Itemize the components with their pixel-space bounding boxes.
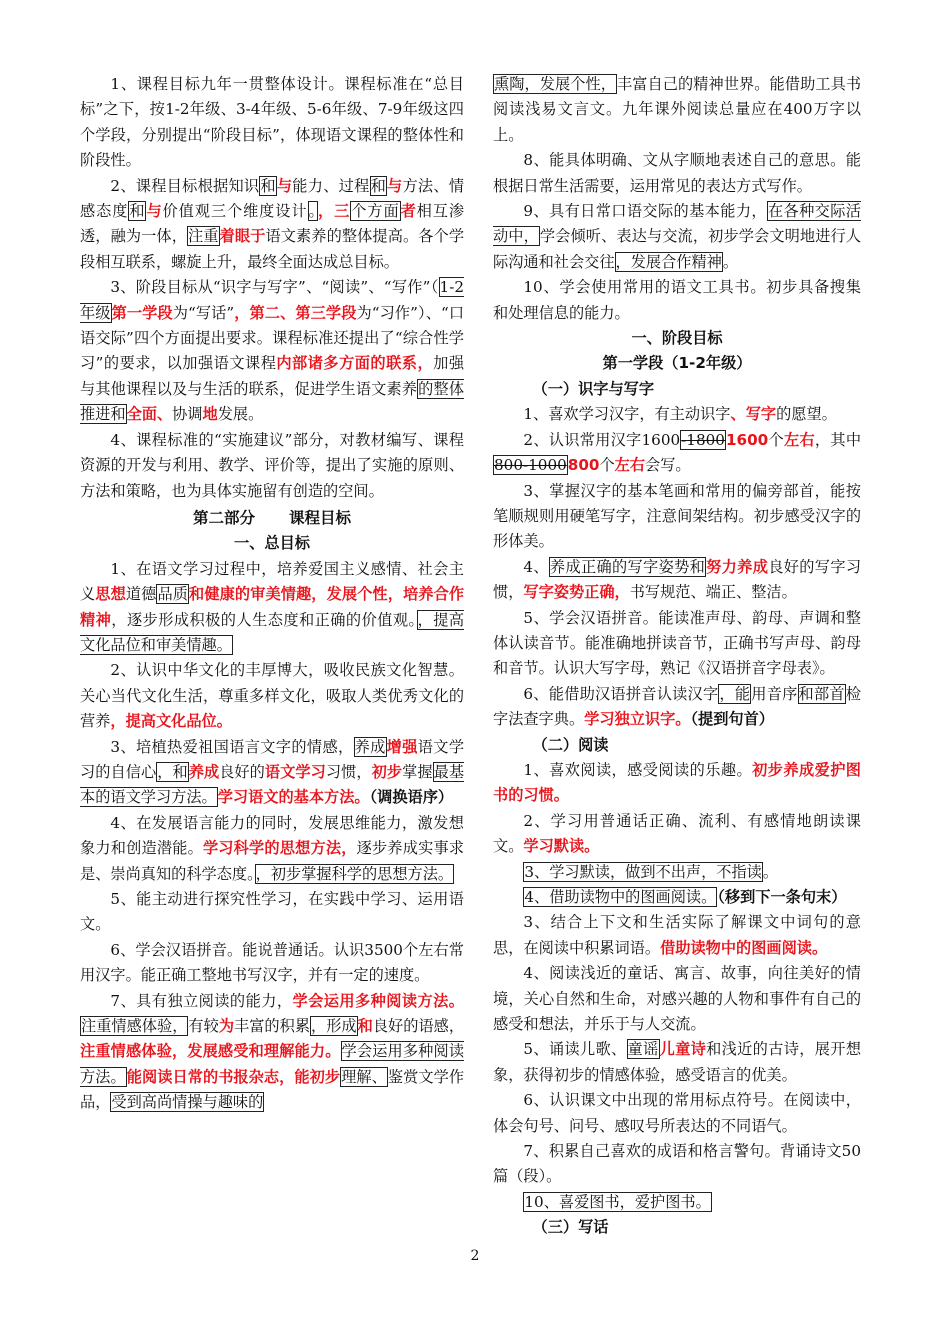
goal-6: 6、学会汉语拼音。能说普通话。认识3500个左右常用汉字。能正确工整地书写汉字，并有一定的速度。	[80, 940, 464, 985]
left-p4: 4、课程标准的“实施建议”部分，对教材编写、课程资源的开发与利用、教学、评价等，提出了实施的原则、方法和策略，也为具体实施留有创造的空间。	[80, 430, 464, 500]
boxed-text: 养成	[354, 737, 386, 756]
boxed-text: 童谣	[627, 1040, 659, 1059]
boxed-text: 注重情感体验，	[81, 1017, 188, 1036]
goal-9: 9、具有日常口语交际的基本能力，在各种交际活动中，学会倾听、表达与交流，初步学会文明地进行人际沟通和社会交往，发展合作精神。	[493, 202, 862, 271]
boxed-text: 的整体推进和	[80, 379, 465, 424]
stage-goal-heading: 一、阶段目标	[631, 329, 723, 348]
reading-3: 3、学习默读，做到不出声，不指读。	[524, 862, 779, 881]
left-column	[80, 72, 464, 1116]
boxed-text: 熏陶，发展个性，	[494, 75, 617, 93]
page-number: 2	[470, 1248, 480, 1264]
boxed-text: ，初步掌握科学的思想方法。	[255, 864, 454, 883]
boxed-text: 注重	[188, 227, 219, 246]
literacy-3: 3、掌握汉字的基本笔画和常用的偏旁部首，能按笔顺规则用硬笔写字，注意间架结构。初步感受汉字的形体美。	[493, 481, 861, 551]
reading-10	[493, 1190, 861, 1215]
literacy-2: 2、认识常用汉字1600-18001600个左右，其中800-1000800个左右会写。	[494, 430, 862, 475]
boxed-text: 10、喜爱图书，爱护图书。	[524, 1192, 711, 1211]
literacy-heading: （一）识字与写字	[532, 379, 655, 398]
boxed-text: 4、借助读物中的图画阅读。	[524, 888, 717, 906]
literacy-4: 4、养成正确的写字姿势和努力养成良好的写字习惯，写字姿势正确，书写规范、端正、整洁。	[493, 557, 862, 602]
boxed-text: 。	[308, 202, 318, 221]
boxed-text: ，提高文化品位和审美情趣。	[80, 610, 465, 654]
boxed-text: 品质	[157, 585, 189, 604]
boxed-text: ，能	[719, 684, 751, 703]
goal-4: 4、在发展语言能力的同时，发展思维能力，激发想象力和创造潜能。学习科学的思想方法，逐步养成实事求是、崇尚真知的科学态度。，初步掌握科学的思想方法。	[80, 813, 464, 883]
left-p3: 3、阶段目标从“识字与写字”、“阅读”、“写作”（1-2年级第一学段为“写话”，第二、第三学段为“习作”）、“口语交际”四个方面提出要求。课程标准还提出了“综合性学习”的要求，以加强语文课程内部诸多方面的联系，加强与其他课程以及与生活的联系，促进学生语文素养的整体推进和全面、协调地发展。	[80, 278, 465, 424]
goal-8: 8、能具体明确、文从字顺地表述自己的意思。能根据日常生活需要，运用常见的表达方式写作。	[493, 151, 861, 195]
boxed-text: 最基本的语文学习方法。	[80, 762, 465, 807]
literacy-1: 1、喜欢学习汉字，有主动识字、写字的愿望。	[523, 405, 837, 424]
goal-2: 2、认识中华文化的丰厚博大，吸收民族文化智慧。关心当代文化生活，尊重多样文化，吸取人类优秀文化的营养，提高文化品位。	[80, 661, 464, 731]
reading-7: 5、诵读儿歌、童谣儿童诗和浅近的古诗，展开想象，获得初步的情感体验，感受语言的优美。	[493, 1040, 862, 1084]
boxed-text: 800-1000	[494, 456, 567, 475]
boxed-text: ，发展合作精神	[615, 252, 722, 271]
boxed-text: 受到高尚情操与趣味的	[111, 1093, 264, 1112]
boxed-text: 3、学习默读，做到不出声，不指读	[524, 862, 762, 881]
reading-9: 7、积累自己喜欢的成语和格言警句。背诵诗文50篇（段）。	[493, 1142, 861, 1186]
reading-2: 2、学习用普通话正确、流利、有感情地朗读课文。学习默读。	[493, 811, 861, 856]
goal-1: 1、在语文学习过程中，培养爱国主义感情、社会主义思想道德品质和健康的审美情趣，发展个性，培养合作精神，逐步形成积极的人生态度和正确的价值观。，提高文化品位和审美情趣。	[80, 559, 465, 654]
left-p1: 1、课程目标九年一贯整体设计。课程标准在“总目标”之下，按1-2年级、3-4年级、5-6年级、7-9年级这四个学段，分别提出“阶段目标”，体现语文课程的整体性和阶段性。	[80, 75, 464, 170]
left-p2: 2、课程目标根据知识和与能力、过程和与方法、情感态度和与价值观三个维度设计。，三个方面者相互渗透，融为一体，注重着眼于语文素养的整体提高。各个学段相互联系，螺旋上升，最终全面达成总目标。	[80, 176, 465, 271]
boxed-text: -1800	[681, 430, 725, 449]
goal-7-continued: 熏陶，发展个性，丰富自己的精神世界。能借助工具书阅读浅易文言文。九年课外阅读总量应在400万字以上。	[493, 75, 862, 144]
boxed-text: 和部首	[798, 684, 845, 703]
stage-one-heading: 第一学段（1-2年级）	[602, 354, 752, 373]
boxed-text: 和	[129, 202, 146, 221]
reading-heading: （二）阅读	[532, 735, 609, 754]
literacy-6: 6、能借助汉语拼音认读汉字，能用音序和部首检字法查字典。学习独立识字。（提到句首）	[493, 684, 862, 729]
reading-1: 1、喜欢阅读，感受阅读的乐趣。初步养成爱护图书的习惯。	[493, 760, 861, 805]
boxed-text: 和	[260, 176, 276, 195]
reading-6: 4、阅读浅近的童话、寓言、故事，向往美好的情境，关心自然和生命，对感兴趣的人物和事件有自己的感受和想法，并乐于与人交流。	[493, 964, 861, 1034]
goal-5: 5、能主动进行探究性学习，在实践中学习、运用语文。	[80, 890, 464, 934]
goal-7: 7、具有独立阅读的能力，学会运用多种阅读方法。注重情感体验，有较为丰富的积累，形成和良好的语感，注重情感体验，发展感受和理解能力。学会运用多种阅读方法。能阅读日常的书报杂志，能初步理解、鉴赏文学作品，受到高尚情操与趣味的	[80, 991, 465, 1112]
goal-10: 10、学会使用常用的语文工具书。初步具备搜集和处理信息的能力。	[493, 278, 861, 322]
part-two-heading: 第二部分 课程目标	[192, 508, 352, 527]
boxed-text: ，形成	[311, 1017, 357, 1036]
boxed-text: 理解、	[341, 1067, 387, 1086]
boxed-text: 个方面	[351, 202, 400, 221]
writing-heading: （三）写话	[532, 1218, 609, 1237]
boxed-text: ，和	[157, 762, 188, 781]
overall-goal-heading: 一、总目标	[234, 534, 310, 553]
boxed-text: 1-2年级	[80, 278, 464, 322]
literacy-5: 5、学会汉语拼音。能读准声母、韵母、声调和整体认读音节。能准确地拼读音节，正确书写声母、韵母和音节。认识大写字母，熟记《汉语拼音字母表》。	[493, 608, 861, 678]
reading-4: 4、借助读物中的图画阅读。（移到下一条句末）	[524, 888, 847, 906]
boxed-text: 养成正确的写字姿势和	[549, 557, 706, 576]
reading-8: 6、认识课文中出现的常用标点符号。在阅读中，体会句号、问号、感叹号所表达的不同语气。	[493, 1091, 861, 1135]
right-column	[493, 72, 861, 1241]
boxed-text: 和	[370, 176, 387, 195]
boxed-text: 学会运用多种阅读方法。	[80, 1042, 465, 1086]
reading-5: 3、结合上下文和生活实际了解课文中词句的意思，在阅读中积累词语。借助读物中的图画阅读。	[493, 913, 861, 957]
boxed-text: 在各种交际活动中，	[493, 202, 861, 246]
goal-3: 3、培植热爱祖国语言文字的情感，养成增强语文学习的自信心，和养成良好的语文学习习惯，初步掌握最基本的语文学习方法。学习语文的基本方法。（调换语序）	[80, 737, 465, 807]
